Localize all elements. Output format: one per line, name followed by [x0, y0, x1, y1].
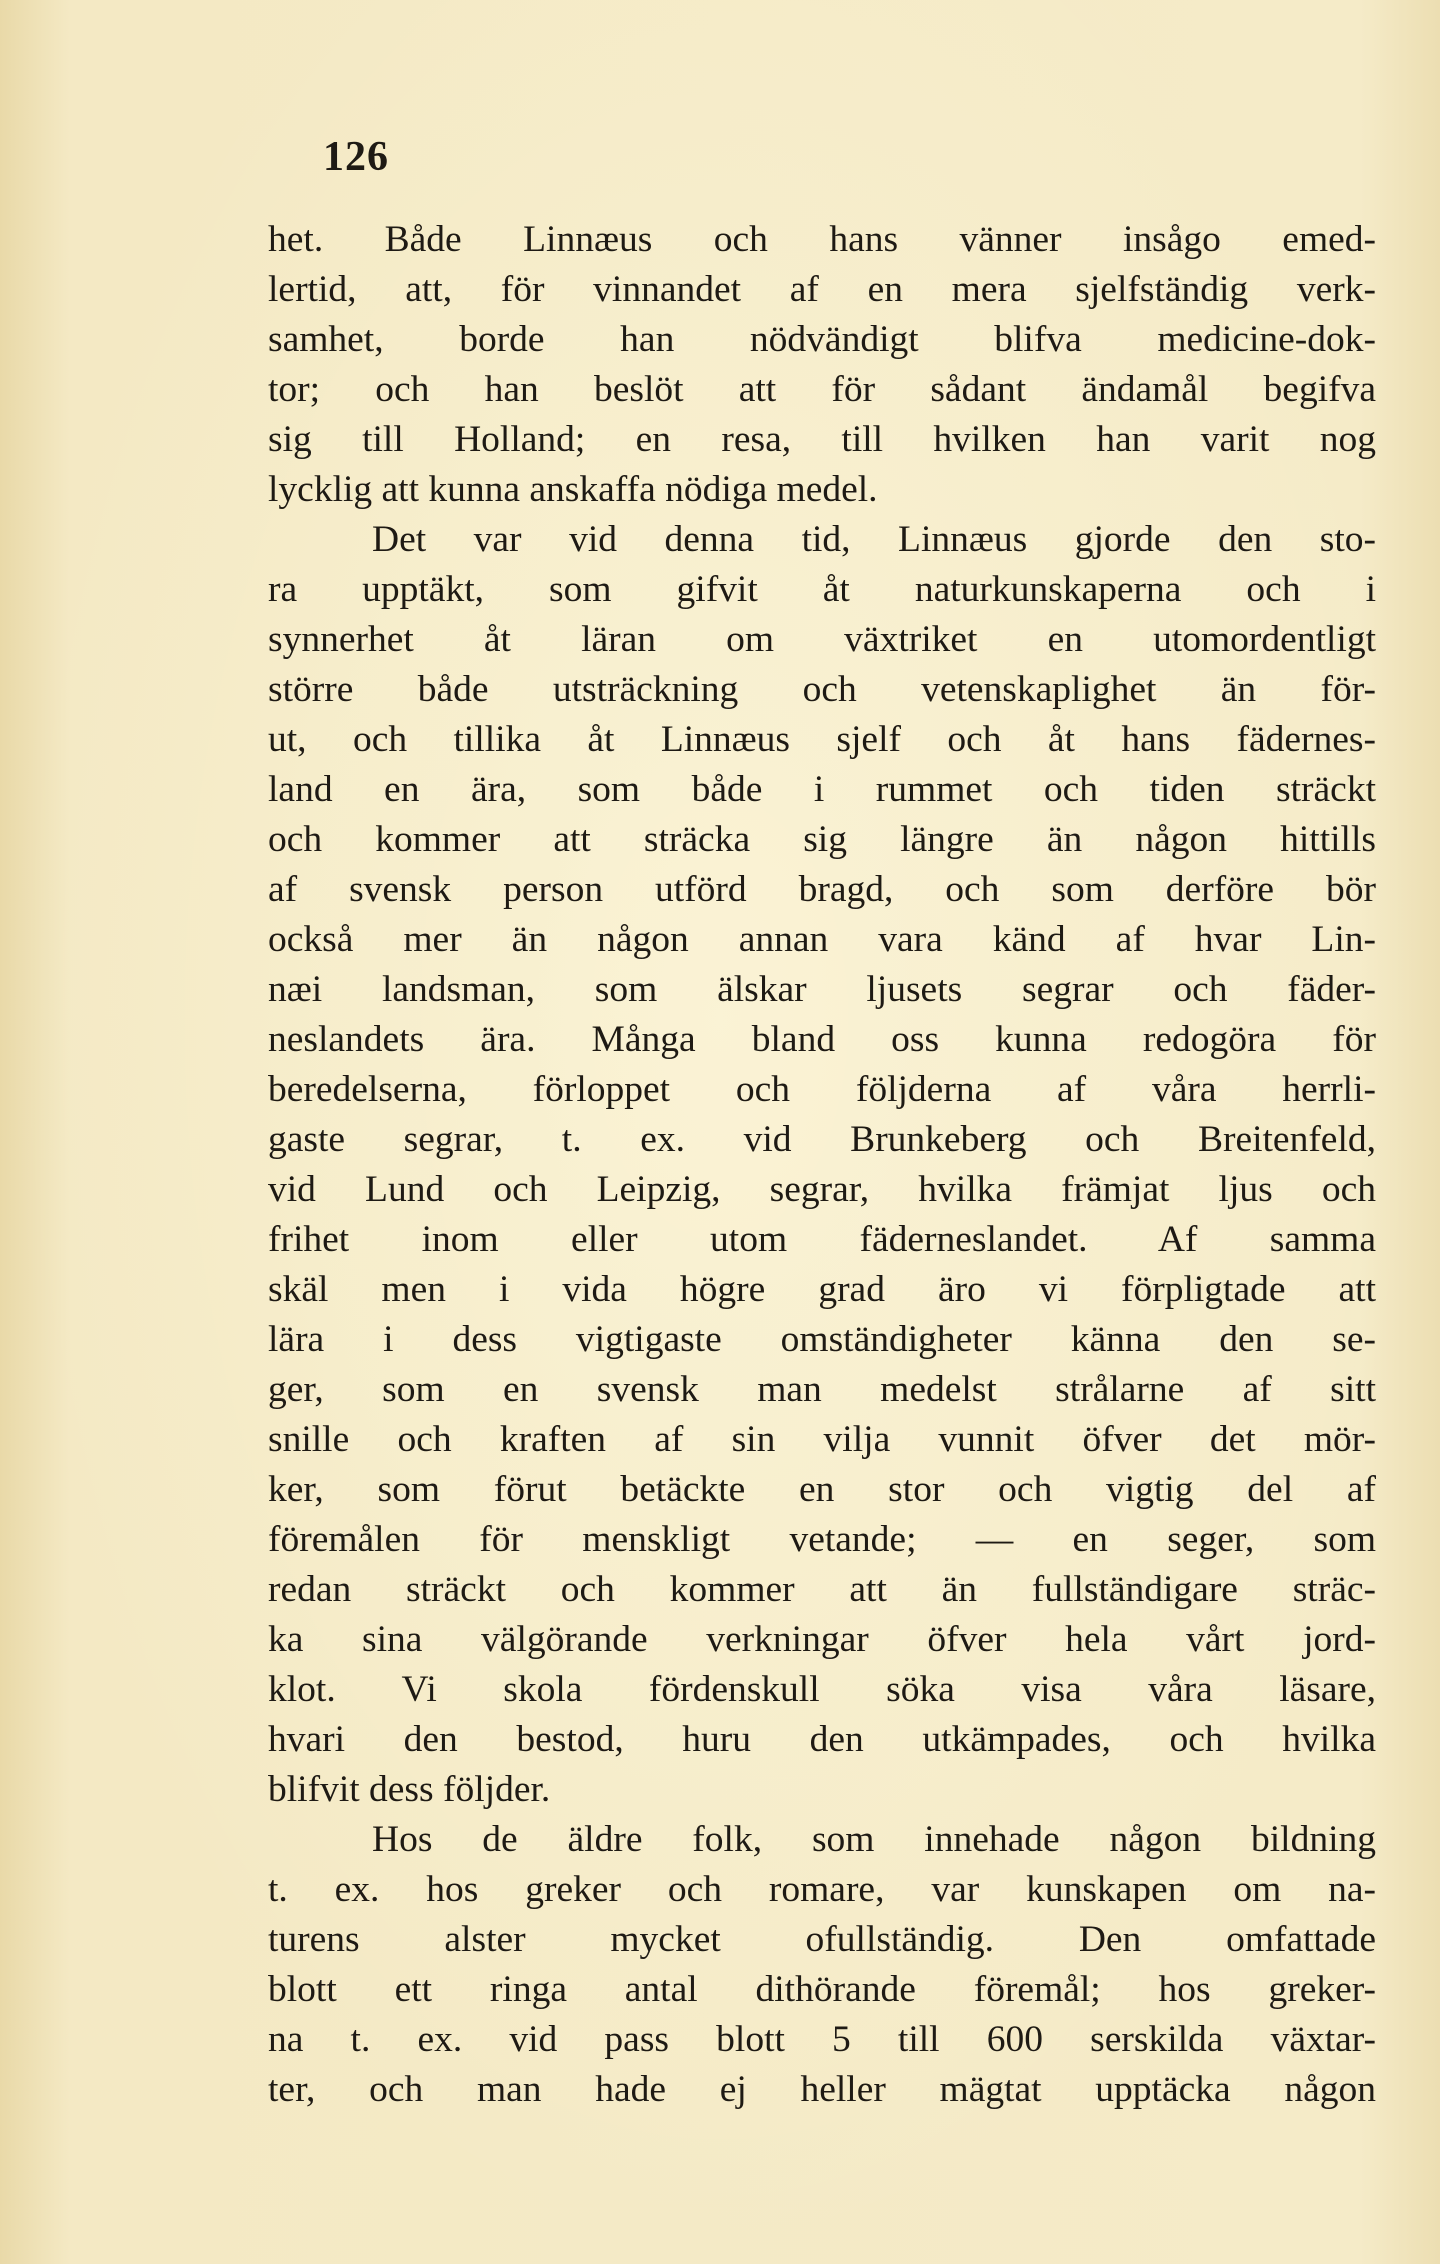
text-line: t. ex. hos greker och romare, var kunskapen om na- — [268, 1869, 1376, 1910]
text-line: föremålen för menskligt vetande; — en seger, som — [268, 1519, 1376, 1560]
text-line: blott ett ringa antal dithörande föremål; hos greker- — [268, 1969, 1376, 2010]
text-line: ter, och man hade ej heller mägtat upptäcka någon — [268, 2069, 1376, 2110]
text-line: ker, som förut betäckte en stor och vigtig del af — [268, 1469, 1376, 1510]
text-line: klot. Vi skola fördenskull söka visa våra läsare, — [268, 1669, 1376, 1710]
text-line: sig till Holland; en resa, till hvilken han varit nog — [268, 419, 1376, 460]
text-line: turens alster mycket ofullständig. Den omfattade — [268, 1919, 1376, 1960]
text-line: ka sina välgörande verkningar öfver hela vårt jord- — [268, 1619, 1376, 1660]
text-line: vid Lund och Leipzig, segrar, hvilka främjat ljus och — [268, 1169, 1376, 1210]
text-line: blifvit dess följder. — [268, 1769, 551, 1810]
text-line: ger, som en svensk man medelst strålarne af sitt — [268, 1369, 1376, 1410]
text-line: na t. ex. vid pass blott 5 till 600 serskilda växtar- — [268, 2019, 1376, 2060]
text-line: lycklig att kunna anskaffa nödiga medel. — [268, 469, 878, 510]
text-line: beredelserna, förloppet och följderna af våra herrli- — [268, 1069, 1376, 1110]
text-line: af svensk person utförd bragd, och som derföre bör — [268, 869, 1376, 910]
text-line: större både utsträckning och vetenskaplighet än för- — [268, 669, 1376, 710]
text-line: næi landsman, som älskar ljusets segrar och fäder- — [268, 969, 1376, 1010]
text-line: Hos de äldre folk, som innehade någon bildning — [372, 1819, 1376, 1860]
text-line: ut, och tillika åt Linnæus sjelf och åt hans fädernes- — [268, 719, 1376, 760]
text-line: lära i dess vigtigaste omständigheter känna den se- — [268, 1319, 1376, 1360]
text-line: redan sträckt och kommer att än fullständigare sträc- — [268, 1569, 1376, 1610]
text-line: het. Både Linnæus och hans vänner insågo emed- — [268, 219, 1376, 260]
text-line: gaste segrar, t. ex. vid Brunkeberg och Breitenfeld, — [268, 1119, 1376, 1160]
text-line: hvari den bestod, huru den utkämpades, och hvilka — [268, 1719, 1376, 1760]
text-line: frihet inom eller utom fäderneslandet. Af samma — [268, 1219, 1376, 1260]
text-line: Det var vid denna tid, Linnæus gjorde den sto- — [372, 519, 1376, 560]
text-line: ra upptäkt, som gifvit åt naturkunskaperna och i — [268, 569, 1376, 610]
text-line: land en ära, som både i rummet och tiden sträckt — [268, 769, 1376, 810]
text-line: lertid, att, för vinnandet af en mera sjelfständig verk- — [268, 269, 1376, 310]
text-line: snille och kraften af sin vilja vunnit öfver det mör- — [268, 1419, 1376, 1460]
body-text — [268, 215, 1376, 2115]
text-line: neslandets ära. Många bland oss kunna redogöra för — [268, 1019, 1376, 1060]
text-line: samhet, borde han nödvändigt blifva medicine-dok- — [268, 319, 1376, 360]
text-line: också mer än någon annan vara känd af hvar Lin- — [268, 919, 1376, 960]
text-line: och kommer att sträcka sig längre än någon hittills — [268, 819, 1376, 860]
text-line: synnerhet åt läran om växtriket en utomordentligt — [268, 619, 1376, 660]
text-line: skäl men i vida högre grad äro vi förpligtade att — [268, 1269, 1376, 1310]
page-number: 126 — [323, 134, 389, 180]
text-line: tor; och han beslöt att för sådant ändamål begifva — [268, 369, 1376, 410]
